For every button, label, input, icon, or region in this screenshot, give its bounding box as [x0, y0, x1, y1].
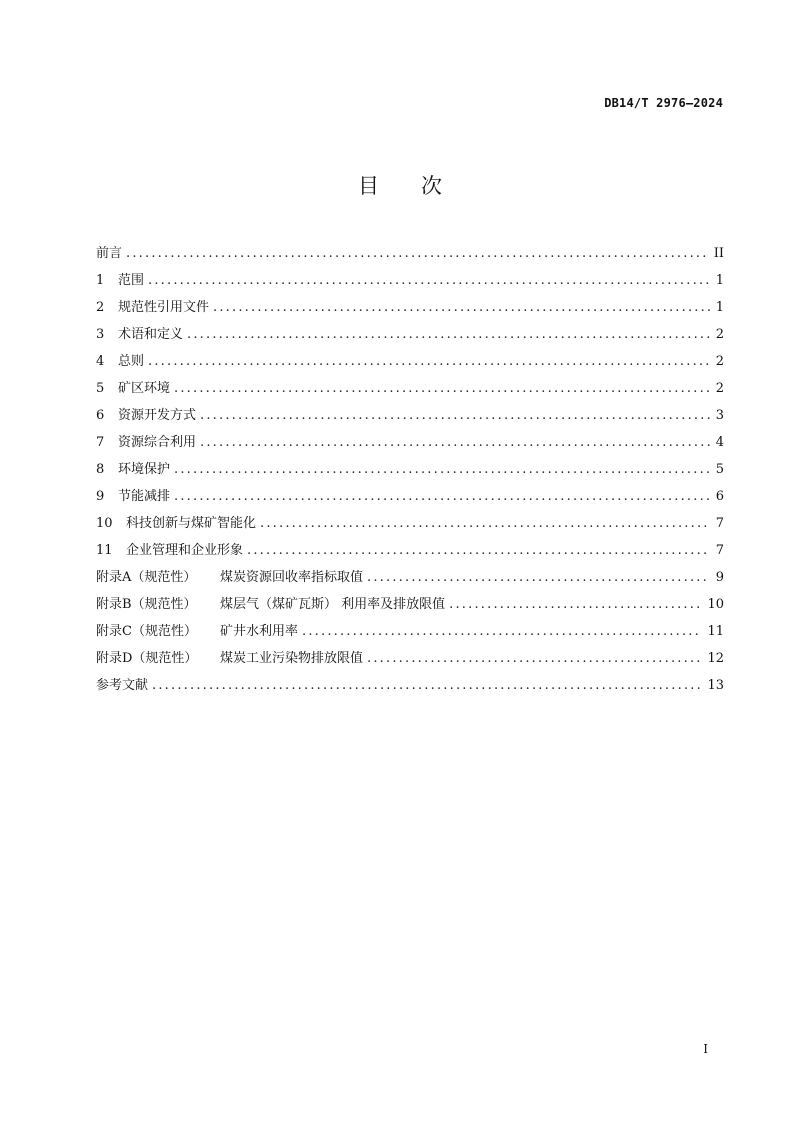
toc-entry-development-method[interactable]: [96, 404, 724, 431]
toc-leader-dots: [174, 462, 710, 477]
toc-leader-dots: [126, 246, 708, 261]
toc-entry-page: 7: [715, 543, 724, 558]
toc-entry-page: 9: [715, 570, 724, 585]
toc-leader-dots: [152, 678, 701, 693]
toc-entry-label: 矿区环境: [118, 381, 171, 396]
toc-leader-dots: [449, 597, 701, 612]
toc-entry-innovation-intelligence[interactable]: [96, 512, 724, 539]
page-title: [0, 170, 800, 200]
toc-entry-number: 10: [96, 516, 113, 531]
toc-leader-dots: [174, 381, 710, 396]
toc-leader-dots: [200, 435, 710, 450]
page-number: I: [703, 1042, 708, 1056]
toc-entry-label: 资源综合利用: [118, 435, 197, 450]
toc-entry-bibliography[interactable]: [96, 674, 724, 701]
toc-entry-environmental-protection[interactable]: [96, 458, 724, 485]
toc-entry-appendix-b[interactable]: [96, 593, 724, 620]
toc-leader-dots: [213, 300, 710, 315]
toc-entry-number: 4: [96, 354, 105, 369]
toc-entry-label: 范围: [118, 273, 145, 288]
toc-entry-scope[interactable]: [96, 269, 724, 296]
toc-entry-page: II: [713, 246, 724, 261]
toc-appendix-head: 附录B（规范性）: [96, 597, 197, 612]
toc-entry-number: 5: [96, 381, 105, 396]
toc-entry-enterprise-management[interactable]: [96, 539, 724, 566]
toc-appendix-head: 附录A（规范性）: [96, 570, 197, 585]
toc-entry-label: 煤炭资源回收率指标取值: [220, 570, 364, 585]
toc-entry-page: 7: [715, 516, 724, 531]
toc-leader-dots: [367, 570, 710, 585]
toc-entry-label: 矿井水利用率: [220, 624, 299, 639]
toc-entry-number: 9: [96, 489, 105, 504]
toc-entry-number: 1: [96, 273, 105, 288]
toc-entry-label: 前言: [96, 246, 123, 261]
toc-entry-energy-saving[interactable]: [96, 485, 724, 512]
toc-entry-number: 11: [96, 543, 113, 558]
toc-entry-label: 规范性引用文件: [118, 300, 210, 315]
toc-entry-comprehensive-utilization[interactable]: [96, 431, 724, 458]
toc-entry-page: 2: [715, 354, 724, 369]
toc-entry-label: 节能减排: [118, 489, 171, 504]
toc-entry-appendix-c[interactable]: [96, 620, 724, 647]
toc-entry-label: 术语和定义: [118, 327, 184, 342]
title-char-2: 次: [421, 174, 442, 198]
toc-entry-label: 总则: [118, 354, 145, 369]
toc-entry-label: 科技创新与煤矿智能化: [126, 516, 257, 531]
toc-entry-label: 参考文献: [96, 678, 149, 693]
toc-leader-dots: [260, 516, 710, 531]
toc-entry-general[interactable]: [96, 350, 724, 377]
toc-entry-page: 1: [715, 273, 724, 288]
toc-entry-page: 13: [707, 678, 724, 693]
toc-entry-appendix-d[interactable]: [96, 647, 724, 674]
toc-entry-mining-area-environment[interactable]: [96, 377, 724, 404]
toc-entry-number: 2: [96, 300, 105, 315]
toc-leader-dots: [148, 273, 710, 288]
toc-entry-page: 1: [715, 300, 724, 315]
toc-entry-appendix-a[interactable]: [96, 566, 724, 593]
toc-entry-page: 2: [715, 381, 724, 396]
toc-leader-dots: [247, 543, 710, 558]
toc-entry-label: 煤层气（煤矿瓦斯） 利用率及排放限值: [220, 597, 446, 612]
toc-entry-normative-references[interactable]: [96, 296, 724, 323]
title-char-1: 目: [358, 174, 379, 198]
document-code: DB14/T 2976—2024: [604, 96, 723, 110]
table-of-contents: [96, 242, 724, 701]
toc-entry-page: 2: [715, 327, 724, 342]
toc-entry-page: 6: [715, 489, 724, 504]
toc-entry-label: 环境保护: [118, 462, 171, 477]
toc-leader-dots: [367, 651, 701, 666]
toc-leader-dots: [200, 408, 710, 423]
toc-leader-dots: [302, 624, 701, 639]
toc-entry-page: 4: [715, 435, 724, 450]
toc-entry-foreword[interactable]: [96, 242, 724, 269]
toc-entry-page: 3: [715, 408, 724, 423]
toc-entry-page: 12: [707, 651, 724, 666]
toc-entry-number: 8: [96, 462, 105, 477]
toc-leader-dots: [187, 327, 710, 342]
toc-entry-number: 6: [96, 408, 105, 423]
toc-appendix-head: 附录C（规范性）: [96, 624, 197, 639]
toc-entry-page: 10: [707, 597, 724, 612]
toc-appendix-head: 附录D（规范性）: [96, 651, 198, 666]
toc-entry-page: 5: [715, 462, 724, 477]
toc-entry-label: 资源开发方式: [118, 408, 197, 423]
toc-entry-number: 7: [96, 435, 105, 450]
toc-entry-page: 11: [707, 624, 724, 639]
toc-leader-dots: [174, 489, 710, 504]
toc-entry-label: 企业管理和企业形象: [126, 543, 244, 558]
toc-entry-label: 煤炭工业污染物排放限值: [220, 651, 364, 666]
toc-entry-number: 3: [96, 327, 105, 342]
toc-entry-terms-definitions[interactable]: [96, 323, 724, 350]
toc-leader-dots: [148, 354, 710, 369]
